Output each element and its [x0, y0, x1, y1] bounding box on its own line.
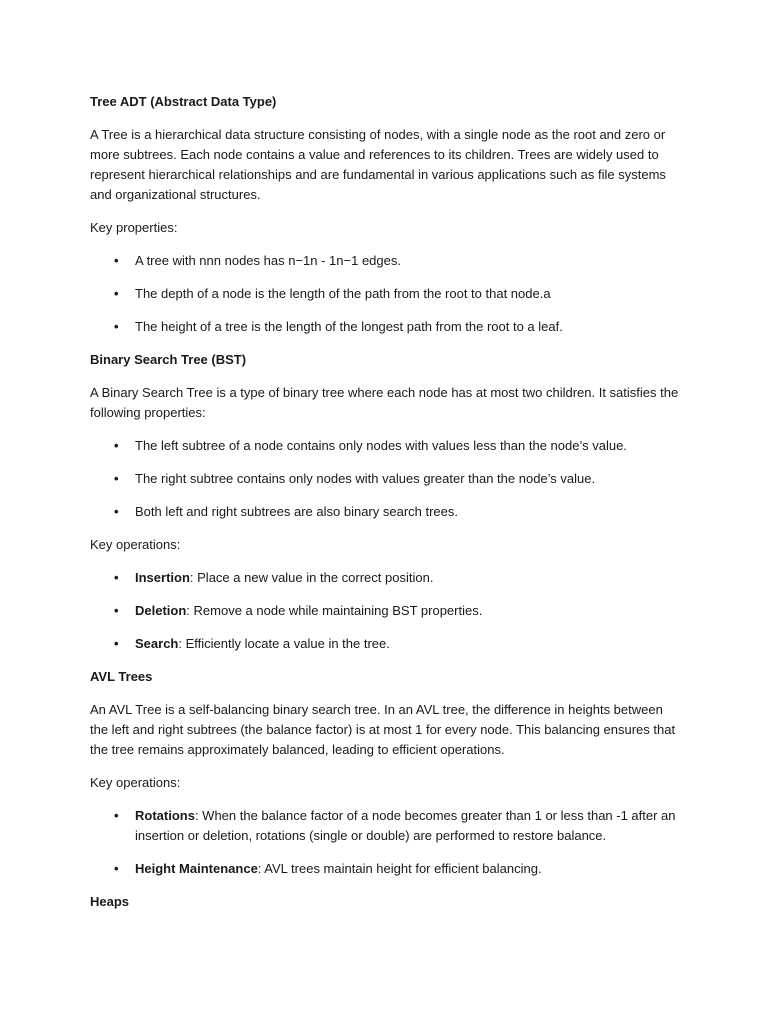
- list-item: [90, 806, 682, 846]
- tree-adt-intro: A Tree is a hierarchical data structure consisting of nodes, with a single node as the root and zero or more subtrees. Each node contains a value and references to its children. Trees are widely used to represent hierarchical relationships and are fundamental in various applications such as file systems and organizational structures.: [90, 127, 666, 202]
- list-item: [90, 436, 682, 456]
- operation-term: Insertion: [135, 570, 190, 585]
- bullet-icon: •: [114, 286, 119, 301]
- list-item-text: The depth of a node is the length of the path from the root to that node.a: [135, 286, 551, 301]
- bullet-icon: •: [114, 861, 119, 876]
- bullet-icon: •: [114, 808, 119, 823]
- tree-key-properties-label: Key properties:: [90, 220, 178, 235]
- list-item: [90, 502, 682, 522]
- operation-term: Rotations: [135, 808, 195, 823]
- avl-operations-list: [90, 806, 682, 879]
- list-item-text: The height of a tree is the length of the longest path from the root to a leaf.: [135, 319, 563, 334]
- heaps-heading: Heaps: [90, 894, 130, 909]
- avl-heading: AVL Trees: [90, 669, 153, 684]
- bullet-icon: •: [114, 253, 119, 268]
- bullet-icon: •: [114, 438, 119, 453]
- list-item: [90, 251, 682, 271]
- list-item: [90, 568, 682, 588]
- list-item: [90, 317, 682, 337]
- bst-key-operations-label: Key operations:: [90, 537, 181, 552]
- list-item: [90, 284, 682, 304]
- list-item: [90, 634, 682, 654]
- bullet-icon: •: [114, 570, 119, 585]
- avl-intro: An AVL Tree is a self-balancing binary search tree. In an AVL tree, the difference in heights between the left and right subtrees (the balance factor) is at most 1 for every node. This balancing ensures that the tree remains approximately balanced, leading to efficient operations.: [90, 702, 676, 757]
- list-item: [90, 601, 682, 621]
- bst-intro: A Binary Search Tree is a type of binary tree where each node has at most two children. It satisfies the following properties:: [90, 385, 679, 420]
- operation-term: Height Maintenance: [135, 861, 258, 876]
- bst-heading: Binary Search Tree (BST): [90, 352, 247, 367]
- list-item: [90, 469, 682, 489]
- operation-description: : Efficiently locate a value in the tree.: [178, 636, 390, 651]
- bullet-icon: •: [114, 319, 119, 334]
- bullet-icon: •: [114, 471, 119, 486]
- tree-properties-list: [90, 251, 682, 337]
- operation-term: Search: [135, 636, 179, 651]
- avl-key-operations-label: Key operations:: [90, 775, 181, 790]
- tree-adt-heading: Tree ADT (Abstract Data Type): [90, 94, 277, 109]
- document-page: [90, 92, 682, 925]
- bullet-icon: •: [114, 603, 119, 618]
- operation-description: : Place a new value in the correct position.: [189, 570, 434, 585]
- list-item-text: Both left and right subtrees are also binary search trees.: [135, 504, 459, 519]
- bullet-icon: •: [114, 504, 119, 519]
- list-item-text: The right subtree contains only nodes with values greater than the node’s value.: [135, 471, 596, 486]
- operation-term: Deletion: [135, 603, 187, 618]
- list-item: [90, 859, 682, 879]
- bst-operations-list: [90, 568, 682, 654]
- operation-description: : AVL trees maintain height for efficient balancing.: [257, 861, 542, 876]
- list-item-text: The left subtree of a node contains only nodes with values less than the node’s value.: [135, 438, 627, 453]
- bst-properties-list: [90, 436, 682, 522]
- bullet-icon: •: [114, 636, 119, 651]
- operation-description: : Remove a node while maintaining BST properties.: [186, 603, 483, 618]
- list-item-text: A tree with nnn nodes has n−1n - 1n−1 edges.: [135, 253, 401, 268]
- operation-description: : When the balance factor of a node becomes greater than 1 or less than -1 after an insertion or deletion, rotations (single or double) are performed to restore balance.: [135, 808, 676, 843]
